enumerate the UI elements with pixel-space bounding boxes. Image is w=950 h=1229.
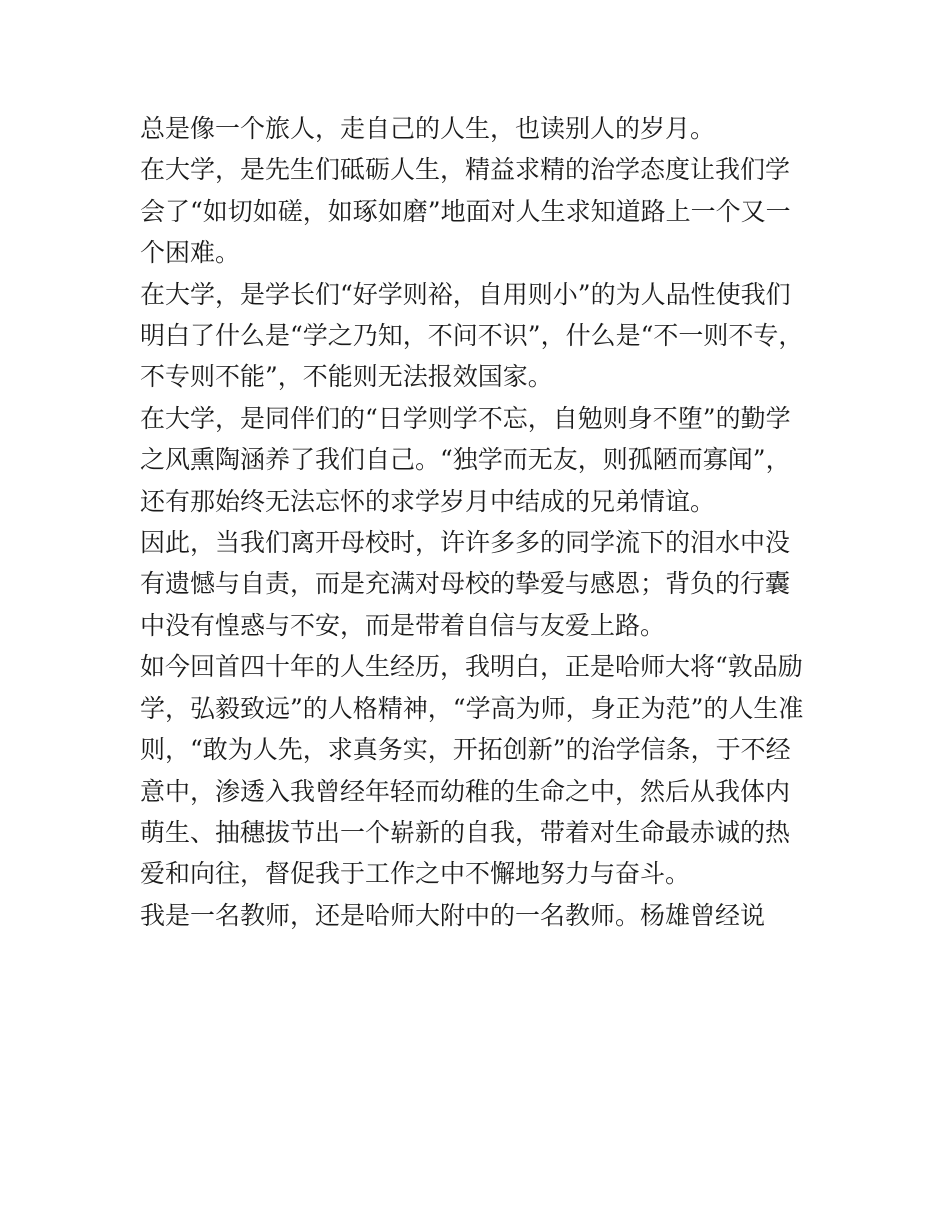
paragraph-7: 我是一名教师，还是哈师大附中的一名教师。杨雄曾经说 [140,900,766,930]
paragraph-6: 如今回首四十年的人生经历，我明白，正是哈师大将“敦品励学，弘毅致远”的人格精神，“学高为师，身正为范”的人生准则，“敢为人先，求真务实，开拓创新”的治学信条，于不经意中，渗透入我曾经年轻而幼稚的生命之中，然后从我体内萌生、抽穗拔节出一个崭新的自我，带着对生命最赤诚的热爱和向往，督促我于工作之中不懈地努力与奋斗。 [140,652,804,889]
paragraph-4: 在大学，是同伴们的“日学则学不忘，自勉则身不堕”的勤学之风熏陶涵养了我们自己。“独学而无友，则孤陋而寡闻”，还有那始终无法忘怀的求学岁月中结成的兄弟情谊。 [140,403,791,516]
paragraph-2: 在大学，是先生们砥砺人生，精益求精的治学态度让我们学会了“如切如磋，如琢如磨”地面对人生求知道路上一个又一个困难。 [140,155,791,268]
paragraph-3: 在大学，是学长们“好学则裕，自用则小”的为人品性使我们明白了什么是“学之乃知，不问不识”，什么是“不一则不专，不专则不能”，不能则无法报效国家。 [140,279,804,392]
paragraph-1: 总是像一个旅人，走自己的人生，也读别人的岁月。 [140,114,716,143]
paragraph-5: 因此，当我们离开母校时，许许多多的同学流下的泪水中没有遗憾与自责，而是充满对母校的挚爱与感恩；背负的行囊中没有惶惑与不安，而是带着自信与友爱上路。 [140,528,791,640]
body-text [140,108,814,936]
